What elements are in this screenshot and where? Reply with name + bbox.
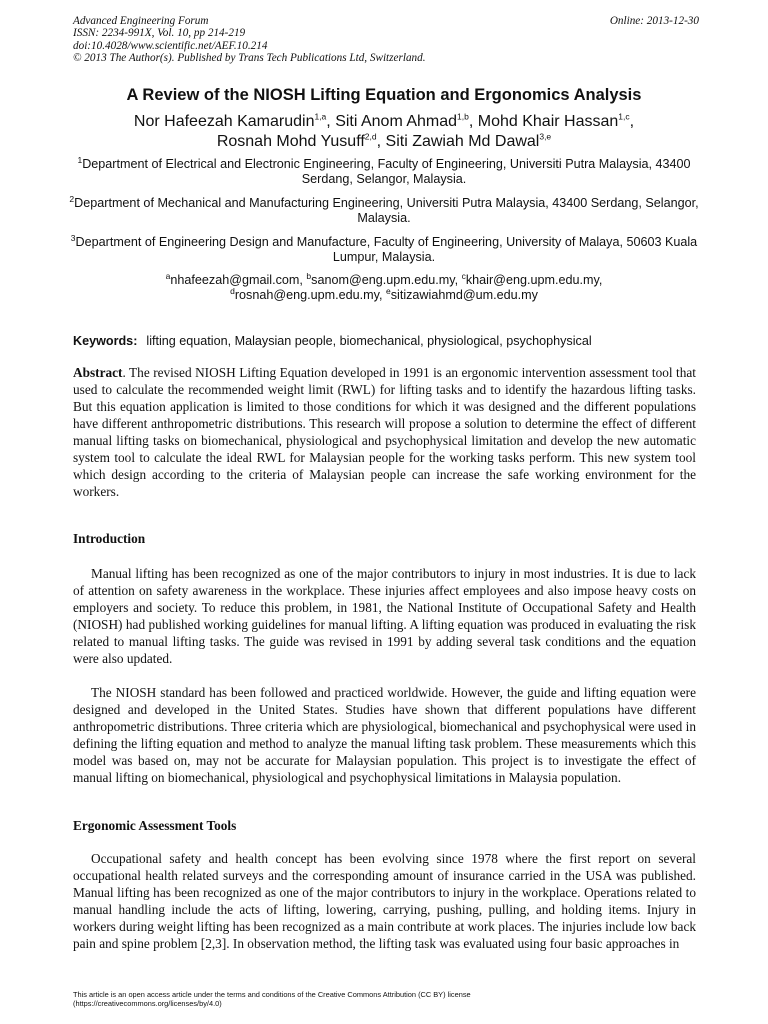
author-sup: 3,e [539,131,552,142]
author-name: Nor Hafeezah Kamarudin [133,113,315,130]
author-separator: , [326,113,336,130]
author-name: Rosnah Mohd Yusuff [216,133,365,150]
author-name: Siti Anom Ahmad [335,113,458,130]
email-sup: b [306,270,312,281]
affiliation-number: 3 [70,232,76,243]
affiliation-2 [60,193,708,226]
affiliation-3 [60,232,708,265]
email-address: khair@eng.upm.edu.my, [465,273,603,287]
section-heading-tools: Ergonomic Assessment Tools [73,818,237,833]
keywords-text: lifting equation, Malaysian people, biomechanical, physiological, psychophysical [146,334,592,348]
affiliation-1 [60,154,708,187]
keywords-label: Keywords: [73,334,138,348]
email-sup: a [165,270,171,281]
email-address: nhafeezah@gmail.com [170,273,300,287]
affiliation-number: 2 [69,193,75,204]
author-sup: 1,b [457,111,469,122]
tools-paragraph-1: Occupational safety and health concept has been evolving since 1978 where the first report on several occupational health related surveys and the corresponding amount of insurance carried in the USA was published. Manual lifting has been recognized as one of the major contributors to injury in the workplace. Operations related to manual handling include the acts of lifting, lowering, carrying, pushing, pulling, and holding items. Injury in workers during weight lifting has been recognized as a main contribute at work places. The injuries include low back pain and spine problem [2,3]. In observation method, the lifting task was evaluated using four basic approaches in [73,851,696,951]
journal-doi: doi:10.4028/www.scientific.net/AEF.10.214 [73,39,268,52]
license-footer [73,991,703,1008]
license-text: This article is an open access article under the terms and conditions of the Creative Commons Attribution (CC BY) license [73,990,471,999]
affiliation-text: Department of Electrical and Electronic Engineering, Faculty of Engineering, Universiti Putra Malaysia, 43400 Serdang, Selangor, Malaysia. [82,157,691,186]
affiliation-text: Department of Mechanical and Manufacturing Engineering, Universiti Putra Malaysia, 43400 Serdang, Selangor, Malaysia. [74,196,699,225]
author-separator: , [376,133,386,150]
author-separator: , [629,113,635,130]
section-heading-introduction: Introduction [73,531,146,546]
author-name: Siti Zawiah Md Dawal [385,133,540,150]
email-sup: e [386,285,391,296]
abstract [73,364,696,500]
email-address: sanom@eng.upm.edu.my [311,273,455,287]
affiliation-number: 1 [77,154,83,165]
author-name: Mohd Khair Hassan [477,113,619,130]
email-address: sitizawiahmd@um.edu.my [390,288,538,302]
email-sup: c [461,270,466,281]
abstract-text: . The revised NIOSH Lifting Equation developed in 1991 is an ergonomic intervention assessment tool that used to calculate the recommended weight limit (RWL) for lifting tasks and to identify the hazardous lifting tasks. But this equation application is limited to those conditions for which it was designed and the different populations have different anthropometric distributions. This research will propose a solution to determine the effect of different manual lifting tasks on biomechanical, physiological and psychophysical limitation and develop the new automatic system tool to calculate the ideal RWL for Malaysian people for the working tasks perform. This new system tool which design according to the criteria of Malaysian people can increase the safe working environment for the workers. [73,365,696,499]
author-sup: 2,d [364,131,377,142]
journal-name: Advanced Engineering Forum [73,15,209,27]
email-separator: , [454,273,462,287]
paper-title: A Review of the NIOSH Lifting Equation and Ergonomics Analysis [126,86,642,104]
email-list [60,270,708,303]
online-date: Online: 2013-12-30 [609,15,699,27]
email-address: rosnah@eng.upm.edu.my [234,288,379,302]
journal-header [73,15,699,65]
email-separator: , [299,273,307,287]
email-separator: , [379,288,386,302]
journal-issn: ISSN: 2234-991X, Vol. 10, pp 214-219 [73,27,246,40]
keywords [73,334,703,348]
intro-paragraph-1: Manual lifting has been recognized as one of the major contributors to injury in most industries. It is due to lack of attention on safety awareness in the workplace. These injuries affect employees and also impose heavy costs on employers and society. To reduce this problem, in 1981, the National Institute of Occupational Safety and Health (NIOSH) had published working guidelines for manual lifting. A lifting equation was produced in evaluating the risk related to manual lifting tasks. The guide was revised in 1991 by adding several task conditions and the equation were also updated. [73,566,696,666]
abstract-label: Abstract [73,365,123,380]
journal-copyright: © 2013 The Author(s). Published by Trans Tech Publications Ltd, Switzerland. [73,52,426,65]
author-sup: 1,a [314,111,327,122]
license-url: (https://creativecommons.org/licenses/by/4.0) [73,998,222,1008]
author-sup: 1,c [618,111,630,122]
email-sup: d [230,285,235,296]
affiliation-text: Department of Engineering Design and Manufacture, Faculty of Engineering, University of Malaya, 50603 Kuala Lumpur, Malaysia. [75,235,698,264]
author-list [40,112,728,152]
author-separator: , [468,113,478,130]
intro-paragraph-2: The NIOSH standard has been followed and practiced worldwide. However, the guide and lifting equation were designed and developed in the United States. Studies have shown that different populations have different anthropometric distributions. Three criteria which are physiological, biomechanical and psychophysical were used in defining the lifting equation and method to analyze the manual lifting task problem. These measurements which this model was based on, may not be accurate for Malaysian population. This project is to investigate the effect of manual lifting on biomechanical, physiological and psychophysical limitations in Malaysia population. [73,685,696,785]
